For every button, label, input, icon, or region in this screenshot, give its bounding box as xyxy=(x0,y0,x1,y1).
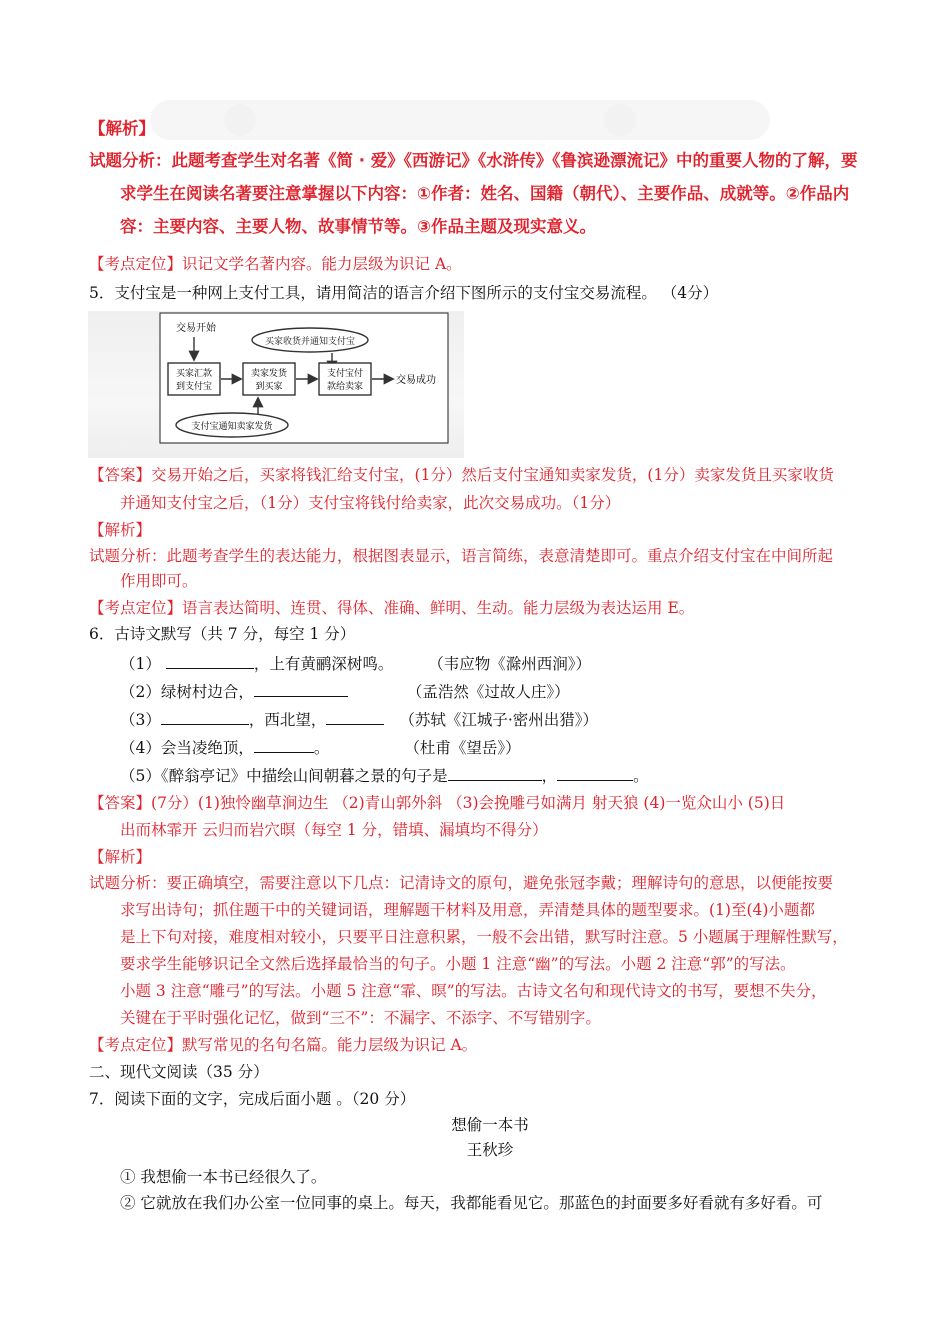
item-source: （韦应物《滁州西涧》） xyxy=(428,655,592,673)
q6-item-2 xyxy=(120,680,570,703)
q4-analysis-line: 求学生在阅读名著要注意掌握以下内容：①作者：姓名、国籍（朝代）、主要作品、成就等。②作品内 xyxy=(120,184,850,203)
q6-answer-cont: 出而林霏开 云归而岩穴暝（每空 1 分，错填、漏填均不得分） xyxy=(120,821,548,839)
answer-tag: 【答案】 xyxy=(89,466,152,484)
kaodian-tag: 【考点定位】 xyxy=(89,255,183,273)
fill-blank xyxy=(448,764,542,781)
q4-analysis-tag: 【解析】 xyxy=(89,119,155,138)
article-author: 王秋珍 xyxy=(466,1141,514,1159)
item-text: ，上有黄鹂深树鸣。 xyxy=(253,655,394,673)
item-source: （苏轼《江城子·密州出猎》） xyxy=(399,711,599,729)
kaodian-text: 默写常见的名句名篇。能力层级为识记 A。 xyxy=(182,1036,478,1054)
q5-question: 5．支付宝是一种网上支付工具，请用简洁的语言介绍下图所示的支付宝交易流程。 （4分） xyxy=(89,284,719,302)
q6-analysis-line: 要求学生能够识记全文然后选择最恰当的句子。小题 1 注意“幽”的写法。小题 2 注意“郭”的写法。 xyxy=(120,955,796,973)
answer-text: (7分）(1)独怜幽草涧边生 （2)青山郭外斜 （3)会挽雕弓如满月 射天狼 (4)一览众山小 (5)日 xyxy=(151,794,786,812)
flow-step1-text: 到支付宝 xyxy=(175,382,213,392)
article-title: 想偷一本书 xyxy=(451,1116,529,1134)
q6-analysis-line: 试题分析：要正确填空，需要注意以下几点：记清诗文的原句，避免张冠李戴；理解诗句的意思，以便能按要 xyxy=(89,874,834,892)
fill-blank xyxy=(254,680,348,697)
fill-blank xyxy=(166,652,254,669)
q6-analysis-line: 关键在于平时强化记忆，做到“三不”：不漏字、不添字、不写错别字。 xyxy=(120,1009,601,1027)
item-number: （1） xyxy=(120,655,161,673)
q5-analysis-line: 试题分析：此题考查学生的表达能力，根据图表显示，语言简练，表意清楚即可。重点介绍支付宝在中间所起 xyxy=(89,547,834,565)
flow-svg xyxy=(88,311,464,458)
fill-blank xyxy=(326,708,384,725)
answer-tag: 【答案】 xyxy=(89,794,152,812)
q6-analysis-line: 是上下句对接，难度相对较小，只要平日注意积累，一般不会出错，默写时注意。5 小题属于理解性默写， xyxy=(120,928,848,946)
kaodian-text: 语言表达简明、连贯、得体、准确、鲜明、生动。能力层级为表达运用 E。 xyxy=(182,599,695,617)
q5-analysis-tag: 【解析】 xyxy=(89,521,152,539)
q7-question: 7．阅读下面的文字，完成后面小题 。（20 分） xyxy=(89,1090,416,1108)
flow-step3-text: 款给卖家 xyxy=(326,382,364,392)
q6-item-3 xyxy=(120,708,598,731)
q6-analysis-line: 求写出诗句；抓住题干中的关键词语，理解题干材料及用意，弄清楚具体的题型要求。(1)至(4)小题都 xyxy=(120,901,815,919)
item-end: 。 xyxy=(633,767,649,785)
article-paragraph: ① 我想偷一本书已经很久了。 xyxy=(120,1168,327,1186)
q6-analysis-line: 小题 3 注意“雕弓”的写法。小题 5 注意“霏、暝”的写法。古诗文名句和现代诗文的书写，要想不失分， xyxy=(120,982,827,1000)
q4-analysis-line: 容：主要内容、主要人物、故事情节等。③作品主题及现实意义。 xyxy=(120,217,596,236)
q6-kaodian xyxy=(89,1034,477,1056)
fill-blank xyxy=(557,764,633,781)
item-text: （5）《醉翁亭记》中描绘山间朝暮之景的句子是 xyxy=(120,767,448,785)
q5-answer xyxy=(89,464,834,486)
fill-blank xyxy=(161,708,249,725)
kaodian-text: 识记文学名著内容。能力层级为识记 A。 xyxy=(182,255,462,273)
q6-question: 6．古诗文默写（共 7 分，每空 1 分） xyxy=(89,625,356,643)
kaodian-tag: 【考点定位】 xyxy=(89,1036,183,1054)
answer-text: 交易开始之后，买家将钱汇给支付宝，(1分）然后支付宝通知卖家发货，(1分）卖家发货且买家收货 xyxy=(151,466,834,484)
kaodian-tag: 【考点定位】 xyxy=(89,599,183,617)
q5-kaodian xyxy=(89,597,694,619)
fill-blank xyxy=(254,736,314,753)
flow-step2-text: 卖家发货 xyxy=(250,369,288,379)
flow-bottom-oval-text: 支付宝通知卖家发货 xyxy=(191,422,273,432)
q5-answer-cont: 并通知支付宝之后，（1分）支付宝将钱付给卖家，此次交易成功。（1分） xyxy=(120,494,621,512)
q4-kaodian xyxy=(89,253,462,275)
flow-start: 交易开始 xyxy=(176,323,216,334)
q6-item-1 xyxy=(120,652,591,675)
item-source: （杜甫《望岳》） xyxy=(404,739,521,757)
q6-item-5 xyxy=(120,764,649,787)
alipay-flow-diagram xyxy=(88,311,464,458)
section-heading: 二、现代文阅读（35 分） xyxy=(89,1063,269,1081)
flow-step1-text: 买家汇款 xyxy=(175,369,213,379)
q6-answer xyxy=(89,792,785,814)
item-source: （孟浩然《过故人庄》） xyxy=(406,683,570,701)
item-text: ，西北望， xyxy=(248,711,327,729)
flow-end: 交易成功 xyxy=(396,375,436,386)
item-sep: ， xyxy=(541,767,558,785)
item-text: （4）会当凌绝顶， xyxy=(120,739,254,757)
q4-analysis-line: 试题分析：此题考查学生对名著《简 · 爱》《西游记》《水浒传》《鲁滨逊漂流记》中的重要人物的了解，要 xyxy=(89,151,858,170)
flow-step3-text: 支付宝付 xyxy=(326,369,364,379)
q5-analysis-line: 作用即可。 xyxy=(120,572,198,590)
article-paragraph: ② 它就放在我们办公室一位同事的桌上。每天，我都能看见它。那蓝色的封面要多好看就有多好看。可 xyxy=(120,1194,823,1212)
watermark-logo xyxy=(150,96,770,144)
item-end: 。 xyxy=(313,739,330,757)
q6-item-4 xyxy=(120,736,521,759)
item-number: （3） xyxy=(120,711,161,729)
flow-step2-text: 到买家 xyxy=(255,382,283,392)
item-text: （2）绿树村边合， xyxy=(120,683,254,701)
flow-top-oval-text: 买家收货并通知支付宝 xyxy=(264,337,356,347)
q6-analysis-tag: 【解析】 xyxy=(89,848,152,866)
